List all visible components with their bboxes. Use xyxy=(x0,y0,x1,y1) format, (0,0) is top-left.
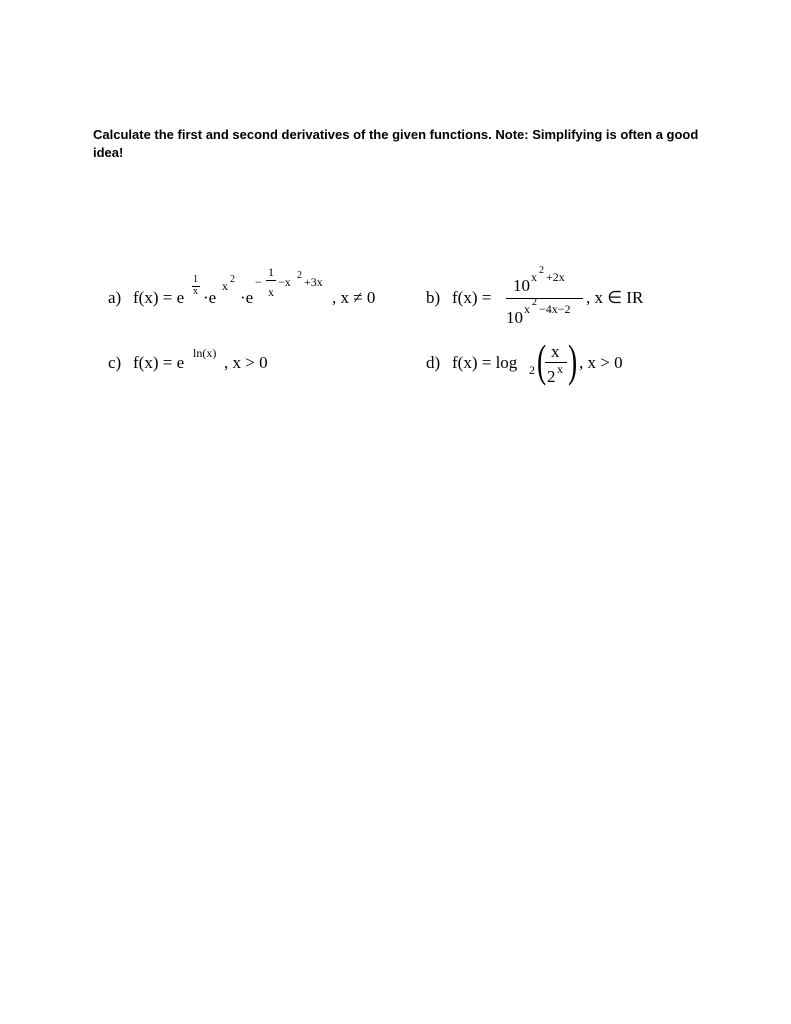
problem-b-lhs: f(x) = xyxy=(452,288,492,307)
problem-a-exp3-rest-a: −x xyxy=(278,275,291,289)
problem-a-exp2-power: 2 xyxy=(230,274,235,285)
problem-a-exp3-numerator: 1 xyxy=(268,265,274,279)
problem-c-exponent: ln(x) xyxy=(193,346,217,360)
problem-c-label: c) xyxy=(108,353,122,372)
problem-d-label: d) xyxy=(426,353,441,372)
problem-a-label: a) xyxy=(108,288,122,307)
problem-d-left-paren: ( xyxy=(537,335,547,386)
problem-a-exp3-rest-power: 2 xyxy=(297,270,302,281)
problem-b-numerator-exp-rest: +2x xyxy=(546,270,565,284)
problem-a-condition: , x ≠ 0 xyxy=(332,288,376,307)
problem-b-label: b) xyxy=(426,288,441,307)
problem-b-condition: , x ∈ IR xyxy=(586,288,644,307)
problem-a-exp3-minus: − xyxy=(255,275,262,289)
problem-a-exp3-rest-b: +3x xyxy=(304,275,323,289)
problem-c-condition: , x > 0 xyxy=(224,353,268,372)
problem-b-denominator-exp-rest: −4x−2 xyxy=(539,302,571,316)
problem-a-exp1-numerator: 1 xyxy=(193,274,198,285)
instructions-text: Calculate the first and second derivatives of the given functions. Note: Simplifying is often a good idea! xyxy=(93,127,699,160)
problem-c-lhs: f(x) = e xyxy=(133,353,185,372)
problem-a-exp1-denominator: x xyxy=(193,286,198,297)
problem-b-denominator-exp-x: x xyxy=(524,302,530,316)
problem-b-numerator-exp-x: x xyxy=(531,270,537,284)
problem-d-numerator: x xyxy=(551,342,560,361)
problem-a-dot2: ·e xyxy=(240,288,254,307)
problem-a-lhs: f(x) = e xyxy=(133,288,185,307)
problem-b-numerator-exp-power: 2 xyxy=(539,265,544,276)
problem-b-denominator-base: 10 xyxy=(506,308,523,327)
problem-d-denominator-base: 2 xyxy=(547,367,556,386)
problem-b-numerator-base: 10 xyxy=(513,276,530,295)
problem-a-exp3-bar xyxy=(266,280,276,281)
problem-d-condition: , x > 0 xyxy=(579,353,623,372)
problem-d-lhs: f(x) = log xyxy=(452,353,518,372)
problem-d-log-base: 2 xyxy=(529,363,535,377)
problem-b-fraction-bar xyxy=(506,298,583,299)
problem-b-denominator-exp-power: 2 xyxy=(532,297,537,308)
problem-a-exp3-denominator: x xyxy=(268,285,274,299)
problem-d-right-paren: ) xyxy=(568,335,578,386)
problem-d-denominator-exp: x xyxy=(557,362,563,376)
problem-a-exp2-base: x xyxy=(222,279,228,293)
problem-d-fraction-bar xyxy=(545,362,567,363)
problem-a-dot1: ·e xyxy=(203,288,217,307)
